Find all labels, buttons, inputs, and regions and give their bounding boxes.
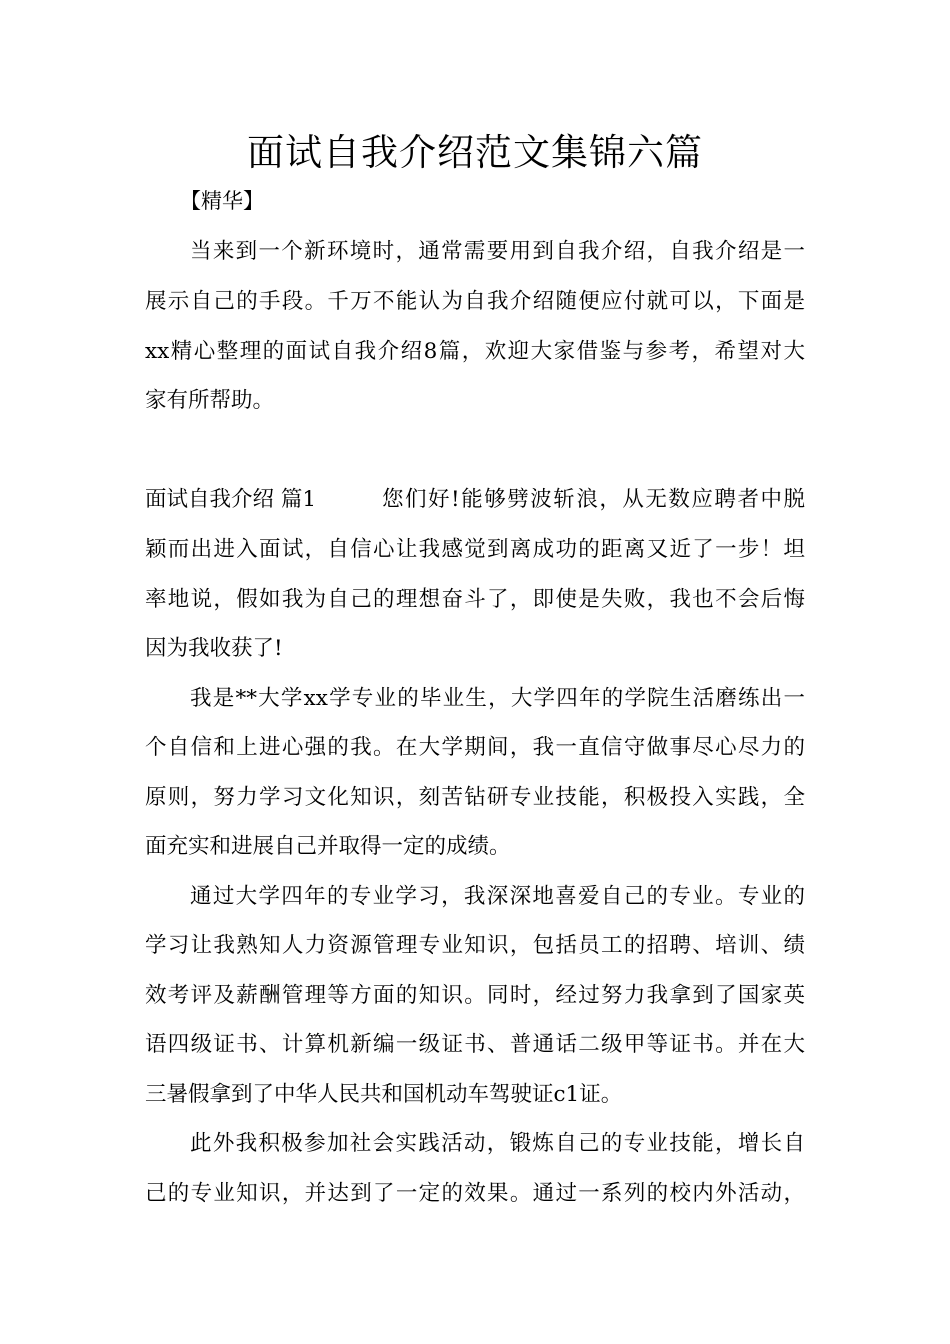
section-heading-line: [145, 475, 805, 525]
document-title: 面试自我介绍范文集锦六篇: [247, 131, 703, 174]
paragraph-line: 学习让我熟知人力资源管理专业知识，包括员工的招聘、培训、绩: [145, 933, 805, 958]
paragraph-line: 因为我收获了!: [145, 636, 283, 661]
section-label: 面试自我介绍 篇1: [145, 487, 317, 512]
intro-line: xx精心整理的面试自我介绍8篇，欢迎大家借鉴与参考，希望对大: [145, 339, 805, 364]
paragraph-line: 面充实和进展自己并取得一定的成绩。: [145, 834, 511, 859]
paragraph-line: 效考评及薪酬管理等方面的知识。同时，经过努力我拿到了国家英: [145, 983, 805, 1008]
paragraph-line: 语四级证书、计算机新编一级证书、普通话二级甲等证书。并在大: [145, 1032, 805, 1057]
paragraph-line: 我是**大学xx学专业的毕业生，大学四年的学院生活磨练出一: [190, 686, 805, 711]
paragraph-line: 此外我积极参加社会实践活动，锻炼自己的专业技能，增长自: [190, 1131, 805, 1156]
intro-line: 家有所帮助。: [145, 388, 275, 413]
paragraph-line: 率地说，假如我为自己的理想奋斗了，即使是失败，我也不会后悔: [145, 587, 805, 612]
paragraph-line: 己的专业知识，并达到了一定的效果。通过一系列的校内外活动，: [145, 1181, 805, 1206]
intro-line: 当来到一个新环境时，通常需要用到自我介绍，自我介绍是一: [190, 239, 805, 264]
paragraph-line: 原则，努力学习文化知识，刻苦钻研专业技能，积极投入实践，全: [145, 785, 805, 810]
document-tag: 【精华】: [180, 189, 264, 213]
paragraph-line: 个自信和上进心强的我。在大学期间，我一直信守做事尽心尽力的: [145, 735, 805, 760]
paragraph-line: 通过大学四年的专业学习，我深深地喜爱自己的专业。专业的: [190, 884, 805, 909]
paragraph-line: 颖而出进入面试，自信心让我感觉到离成功的距离又近了一步！坦: [145, 537, 805, 562]
paragraph-line: 三暑假拿到了中华人民共和国机动车驾驶证c1证。: [145, 1082, 623, 1107]
intro-line: 展示自己的手段。千万不能认为自我介绍随便应付就可以，下面是: [145, 289, 805, 314]
section-first-line: 您们好!能够劈波斩浪，从无数应聘者中脱: [382, 487, 805, 512]
